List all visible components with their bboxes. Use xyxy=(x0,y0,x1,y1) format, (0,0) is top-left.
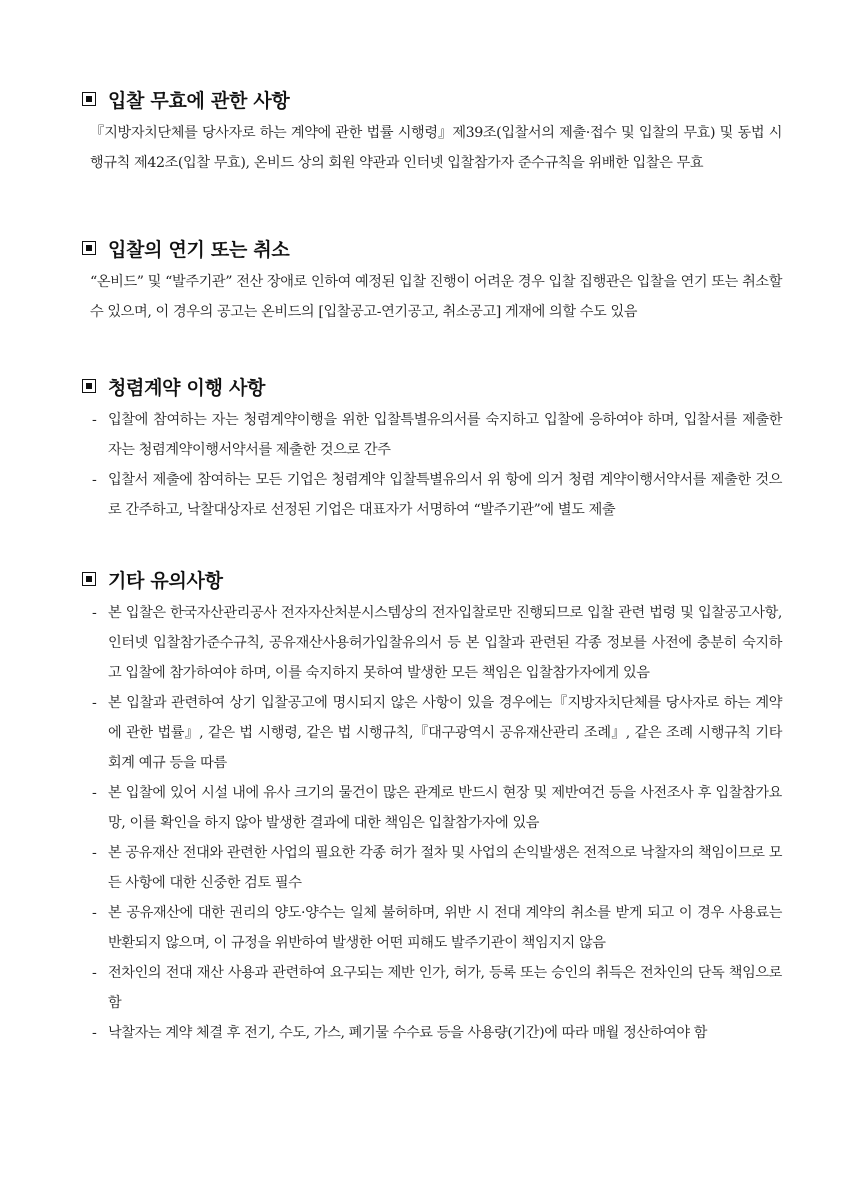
square-bullet-icon xyxy=(82,92,96,106)
list-item-text: 본 입찰과 관련하여 상기 입찰공고에 명시되지 않은 사항이 있을 경우에는『지방자치단체를 당사자로 하는 계약에 관한 법률』, 같은 법 시행령, 같은 법 시행규칙,『대구광역시 공유재산관리 조례』, 같은 조례 시행규칙 기타 회계 예규 등을 따름 xyxy=(108,695,782,771)
section-heading xyxy=(82,233,782,263)
section-integrity-contract xyxy=(82,371,782,525)
list-item-text: 전차인의 전대 재산 사용과 관련하여 요구되는 제반 인가, 허가, 등록 또는 승인의 취득은 전차인의 단독 책임으로 함 xyxy=(108,965,782,1011)
dash-marker: - xyxy=(92,472,97,488)
list-item xyxy=(82,405,782,465)
dash-marker: - xyxy=(92,412,97,428)
section-heading xyxy=(82,564,782,594)
dash-marker: - xyxy=(92,1025,97,1041)
section-paragraph: 『지방자치단체를 당사자로 하는 계약에 관한 법률 시행령』제39조(입찰서의 제출·접수 및 입찰의 무효) 및 동법 시행규칙 제42조(입찰 무효), 온비드 상의 회원 약관과 인터넷 입찰참가자 준수규칙을 위배한 입찰은 무효 xyxy=(90,125,782,171)
section-heading xyxy=(82,371,782,401)
list-item xyxy=(82,958,782,1018)
section-paragraph: “온비드” 및 “발주기관” 전산 장애로 인하여 예정된 입찰 진행이 어려운 경우 입찰 집행관은 입찰을 연기 또는 취소할 수 있으며, 이 경우의 공고는 온비드의 [입찰공고-연기공고, 취소공고] 게재에 의할 수도 있음 xyxy=(90,274,782,320)
list-item xyxy=(82,838,782,898)
list-item-text: 본 공유재산에 대한 권리의 양도·양수는 일체 불허하며, 위반 시 전대 계약의 취소를 받게 되고 이 경우 사용료는 반환되지 않으며, 이 규정을 위반하여 발생한 어떤 피해도 발주기관이 책임지지 않음 xyxy=(108,905,782,951)
list-item xyxy=(82,1018,782,1048)
list-item-text: 본 입찰은 한국자산관리공사 전자자산처분시스템상의 전자입찰로만 진행되므로 입찰 관련 법령 및 입찰공고사항, 인터넷 입찰참가준수규칙, 공유재산사용허가입찰유의서 등 본 입찰과 관련된 각종 정보를 사전에 충분히 숙지하고 입찰에 참가하여야 하며, 이를 숙지하지 못하여 발생한 모든 책임은 입찰참가자에게 있음 xyxy=(108,605,782,681)
list-item xyxy=(82,778,782,838)
section-bid-postponement xyxy=(82,233,782,327)
list-item-text: 입찰서 제출에 참여하는 모든 기업은 청렴계약 입찰특별유의서 위 항에 의거 청렴 계약이행서약서를 제출한 것으로 간주하고, 낙찰대상자로 선정된 기업은 대표자가 서명하여 “발주기관”에 별도 제출 xyxy=(108,472,782,518)
section-other-notes xyxy=(82,564,782,1048)
list-item-text: 본 공유재산 전대와 관련한 사업의 필요한 각종 허가 절차 및 사업의 손익발생은 전적으로 낙찰자의 책임이므로 모든 사항에 대한 신중한 검토 필수 xyxy=(108,845,782,891)
dash-marker: - xyxy=(92,965,97,981)
list-item xyxy=(82,465,782,525)
dash-marker: - xyxy=(92,905,97,921)
square-bullet-icon xyxy=(82,572,96,586)
section-bid-invalidity xyxy=(82,84,782,178)
section-title: 기타 유의사항 xyxy=(108,569,223,592)
section-title: 청렴계약 이행 사항 xyxy=(108,376,266,399)
list-item-text: 본 입찰에 있어 시설 내에 유사 크기의 물건이 많은 관계로 반드시 현장 및 제반여건 등을 사전조사 후 입찰참가요망, 이를 확인을 하지 않아 발생한 결과에 대한 책임은 입찰참가자에 있음 xyxy=(108,785,782,831)
section-title: 입찰의 연기 또는 취소 xyxy=(108,238,290,261)
list-item-text: 낙찰자는 계약 체결 후 전기, 수도, 가스, 폐기물 수수료 등을 사용량(기간)에 따라 매월 정산하여야 함 xyxy=(108,1025,708,1041)
dash-marker: - xyxy=(92,695,97,711)
square-bullet-icon xyxy=(82,241,96,255)
dash-marker: - xyxy=(92,845,97,861)
square-bullet-icon xyxy=(82,379,96,393)
list-item xyxy=(82,688,782,778)
list-item xyxy=(82,598,782,688)
section-heading xyxy=(82,84,782,114)
list-item-text: 입찰에 참여하는 자는 청렴계약이행을 위한 입찰특별유의서를 숙지하고 입찰에 응하여야 하며, 입찰서를 제출한 자는 청렴계약이행서약서를 제출한 것으로 간주 xyxy=(108,412,782,458)
dash-marker: - xyxy=(92,605,97,621)
dash-marker: - xyxy=(92,785,97,801)
section-title: 입찰 무효에 관한 사항 xyxy=(108,89,290,112)
list-item xyxy=(82,898,782,958)
